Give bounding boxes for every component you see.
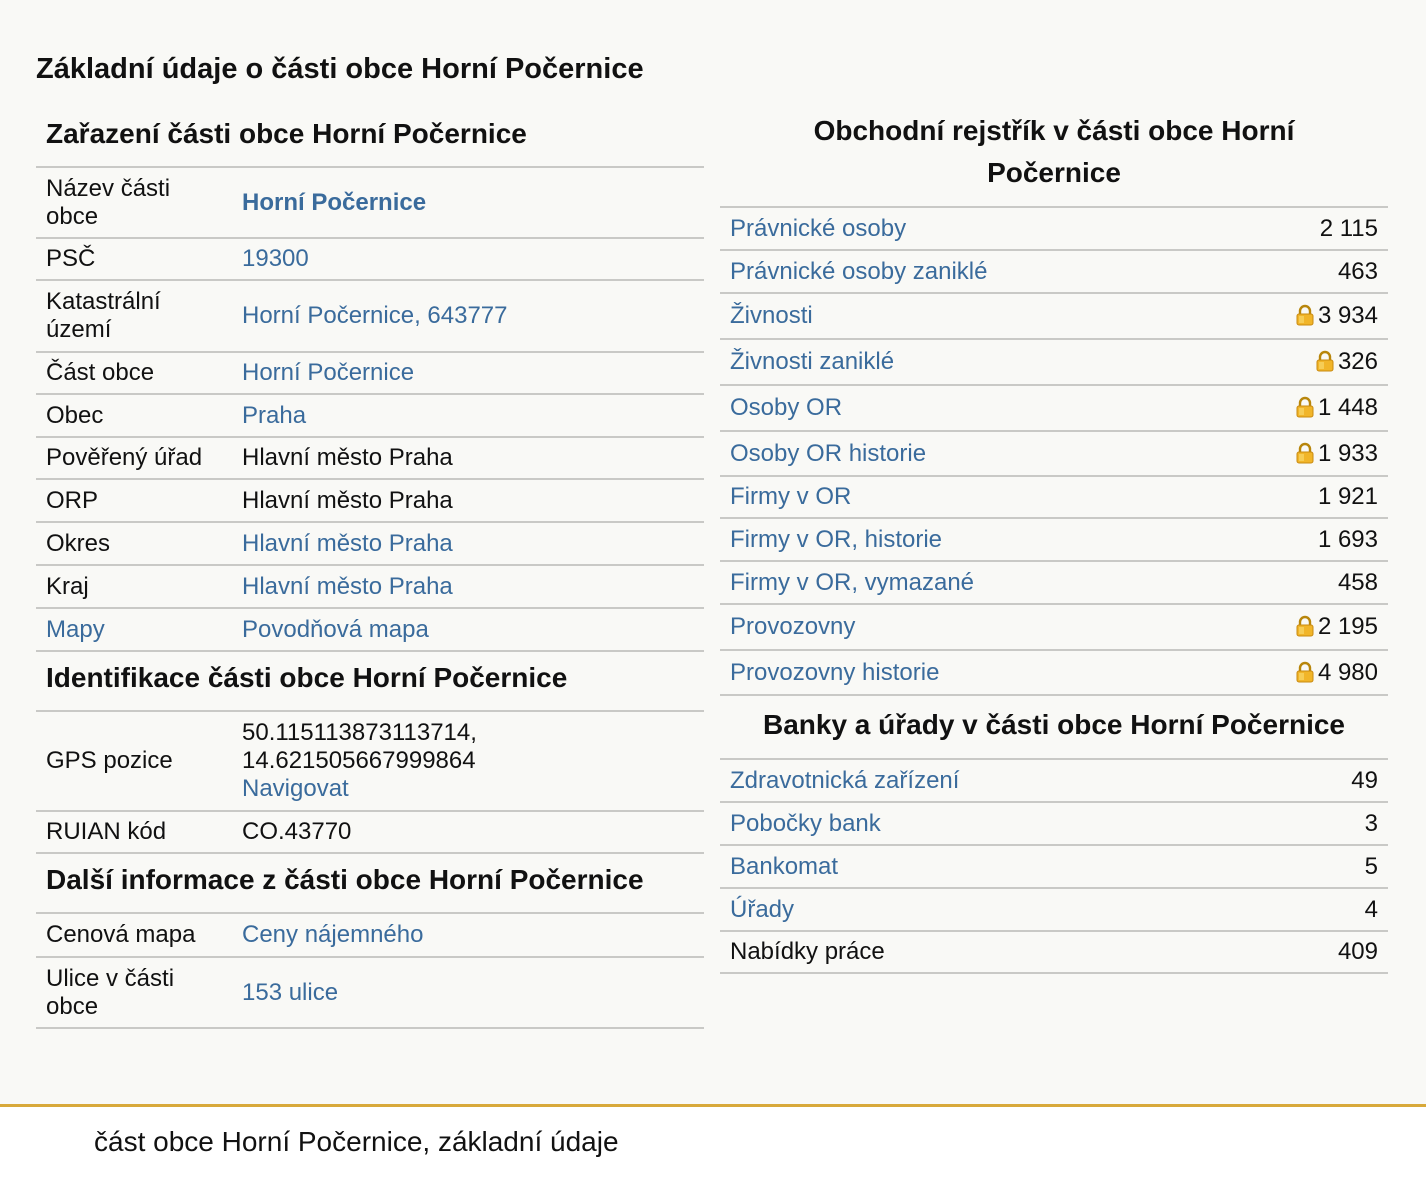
obchodni-link-6[interactable]: Firmy v OR [730,483,852,510]
banky-link-0[interactable]: Zdravotnická zařízení [730,766,960,794]
row-label: Nabídky práce [720,931,1258,973]
left-column [36,110,704,1029]
row-count [1208,339,1388,385]
row-label: Kraj [36,565,232,608]
table-row [720,476,1388,518]
row-count [1208,431,1388,476]
row-count [1208,476,1388,518]
count-value: 1 921 [1317,483,1378,510]
count-value: 3 [1364,809,1378,837]
cast-obce-link[interactable]: Horní Počernice [242,359,415,386]
count-value: 1 448 [1317,394,1378,421]
table-row [36,957,704,1028]
row-count [1208,385,1388,431]
count-value: 2 195 [1317,613,1378,640]
dalsi-table [36,914,704,1029]
mapy-link[interactable]: Mapy [46,615,105,643]
table-row [720,431,1388,476]
obchodni-link-1[interactable]: Právnické osoby zaniklé [730,257,988,285]
row-label: Cenová mapa [36,914,232,957]
row-label: Katastrální území [36,280,232,352]
right-column [720,110,1388,974]
page-title: Základní údaje o části obce Horní Počernice [36,53,644,85]
banky-link-2[interactable]: Bankomat [730,852,839,880]
obchodni-link-4[interactable]: Osoby OR [730,394,843,421]
kraj-link[interactable]: Hlavní město Praha [242,572,453,600]
section-title-identifikace: Identifikace části obce Horní Počernice [36,652,704,712]
table-row [720,650,1388,695]
banky-table [720,760,1388,974]
row-label: Obec [36,394,232,437]
row-label: Okres [36,522,232,565]
obchodni-link-7[interactable]: Firmy v OR, historie [730,525,943,553]
row-count [1208,561,1388,604]
row-label: ORP [36,479,232,522]
banky-link-3[interactable]: Úřady [730,895,795,923]
table-row [36,608,704,651]
section-title-banky: Banky a úřady v části obce Horní Počernice [720,696,1388,760]
section-title-dalsi: Další informace z části obce Horní Počernice [36,854,704,914]
row-value: Hlavní město Praha [232,437,704,479]
count-value: 49 [1351,766,1378,794]
row-label: PSČ [36,238,232,280]
table-row [720,888,1388,931]
lock-icon [1296,442,1314,464]
row-label: Pověřený úřad [36,437,232,479]
obchodni-table [720,208,1388,696]
obchodni-link-8[interactable]: Firmy v OR, vymazané [730,568,975,596]
katastr-link[interactable]: Horní Počernice, 643777 [242,302,508,329]
footer-caption: část obce Horní Počernice, základní údaje [94,1126,619,1157]
banky-link-1[interactable]: Pobočky bank [730,809,881,837]
count-value: 3 934 [1317,302,1378,329]
table-row [720,845,1388,888]
obchodni-link-0[interactable]: Právnické osoby [730,214,907,242]
table-row [36,712,704,811]
gps-lon: 14.621505667999864 [242,747,476,774]
table-row [36,280,704,352]
row-count [1208,208,1388,250]
ulice-link[interactable]: 153 ulice [242,978,339,1006]
table-row [720,931,1388,973]
table-row [36,168,704,238]
count-value: 409 [1337,938,1378,965]
row-label: Část obce [36,352,232,394]
table-row [36,479,704,522]
table-row [36,914,704,957]
row-count [1258,802,1388,845]
table-row [36,437,704,479]
table-row [720,561,1388,604]
obchodni-link-9[interactable]: Provozovny [730,613,856,640]
table-row [36,352,704,394]
row-count [1258,931,1388,973]
lock-icon [1296,304,1314,326]
table-row [720,802,1388,845]
obchodni-link-2[interactable]: Živnosti [730,302,813,329]
count-value: 4 980 [1317,658,1378,686]
obchodni-link-10[interactable]: Provozovny historie [730,658,940,686]
table-row [720,339,1388,385]
table-row [36,238,704,280]
table-row [720,250,1388,293]
zarazeni-table [36,168,704,652]
row-value: Hlavní město Praha [232,479,704,522]
row-label: Název části obce [36,168,232,238]
gps-lat: 50.115113873113714, [242,719,477,746]
table-row [720,760,1388,802]
count-value: 326 [1337,348,1378,375]
row-count [1208,650,1388,695]
lock-icon [1296,396,1314,418]
ruian-value: CO.43770 [232,811,704,853]
row-count [1258,845,1388,888]
row-count [1208,293,1388,339]
table-row [36,522,704,565]
table-row [36,394,704,437]
psc-link[interactable]: 19300 [242,245,309,272]
row-count [1208,250,1388,293]
gps-label: GPS pozice [36,712,232,811]
section-title-zarazeni: Zařazení části obce Horní Počernice [36,110,704,168]
ceny-najemneho-link[interactable]: Ceny nájemného [242,921,424,948]
table-row [720,518,1388,561]
povodnova-mapa-link[interactable]: Povodňová mapa [242,615,429,643]
count-value: 1 693 [1317,525,1378,553]
count-value: 4 [1364,895,1378,923]
nazev-link[interactable]: Horní Počernice [242,188,427,216]
count-value: 458 [1337,568,1378,596]
okres-link[interactable]: Hlavní město Praha [242,529,453,557]
identifikace-table [36,712,704,854]
navigovat-link[interactable]: Navigovat [242,775,349,802]
section-title-obchodni: Obchodní rejstřík v části obce Horní Počernice [720,110,1388,208]
count-value: 5 [1364,852,1378,880]
table-row [720,385,1388,431]
lock-icon [1316,350,1334,372]
table-row [720,293,1388,339]
count-value: 1 933 [1317,439,1378,467]
count-value: 2 115 [1319,214,1378,242]
table-row [36,811,704,853]
table-row [720,604,1388,650]
row-label: Ulice v části obce [36,957,232,1028]
ruian-label: RUIAN kód [36,811,232,853]
table-row [36,565,704,608]
count-value: 463 [1337,257,1378,285]
table-row [720,208,1388,250]
row-count [1258,760,1388,802]
lock-icon [1296,661,1314,683]
lock-icon [1296,615,1314,637]
row-count [1208,604,1388,650]
obchodni-link-3[interactable]: Živnosti zaniklé [730,348,895,375]
obchodni-link-5[interactable]: Osoby OR historie [730,439,927,467]
row-count [1258,888,1388,931]
row-count [1208,518,1388,561]
obec-link[interactable]: Praha [242,401,307,429]
